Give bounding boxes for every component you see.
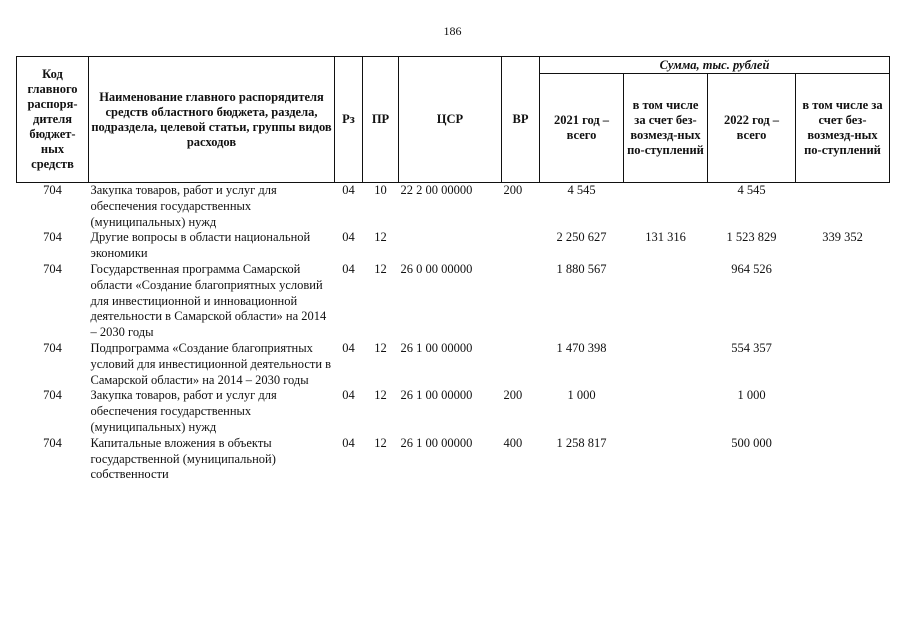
header-code: Код главного распоря-дителя бюджет-ных средств [17,57,89,183]
cell-name: Закупка товаров, работ и услуг для обеспечения государственных (муниципальных) нужд [90,388,277,434]
header-2021-gratis: в том числе за счет без-возмезд-ных по-ступлений [624,74,708,183]
cell-vr [502,262,540,341]
cell-rz: 04 [342,435,355,450]
header-name: Наименование главного распорядителя средств областного бюджета, раздела, подраздела, целевой статьи, группы видов расходов [89,57,335,183]
table-row [17,230,890,262]
cell-2022-gratis [796,436,890,483]
header-rz: Рз [335,57,363,183]
cell-rz: 04 [342,388,355,403]
cell-csr: 26 1 00 00000 [400,388,473,403]
cell-vr [502,341,540,388]
cell-2022-total: 1 000 [737,388,766,403]
cell-pr: 12 [374,435,387,450]
cell-2021-gratis [624,262,708,341]
cell-pr: 12 [374,230,387,245]
cell-2021-total: 1 470 398 [556,340,607,355]
cell-2022-total: 964 526 [731,261,772,276]
cell-2022-total: 4 545 [737,183,766,197]
table-row [17,436,890,483]
cell-rz: 04 [342,230,355,245]
cell-rz: 04 [342,340,355,355]
table-row [17,341,890,388]
cell-csr: 26 1 00 00000 [400,340,473,355]
header-2022-total: 2022 год – всего [708,74,796,183]
cell-code: 704 [43,435,62,450]
table-row [17,388,890,435]
header-sum-title: Сумма, тыс. рублей [540,57,890,74]
cell-name: Закупка товаров, работ и услуг для обеспечения государственных (муниципальных) нужд [90,183,277,229]
table-row [17,183,890,231]
cell-2022-total: 554 357 [731,340,772,355]
budget-table [16,56,890,483]
table-row [17,262,890,341]
cell-rz: 04 [342,183,355,197]
cell-csr: 26 1 00 00000 [400,435,473,450]
cell-vr: 200 [503,388,523,403]
cell-vr [502,230,540,262]
cell-pr: 10 [374,183,387,197]
cell-2022-gratis [796,388,890,435]
cell-csr: 22 2 00 00000 [400,183,473,197]
cell-2022-gratis: 339 352 [822,230,863,245]
cell-name: Подпрограмма «Создание благоприятных условий для инвестиционной деятельности в Самарской области» на 2014 – 2030 годы [90,340,332,387]
header-2022-gratis: в том числе за счет без-возмезд-ных по-ступлений [796,74,890,183]
cell-2022-gratis [796,341,890,388]
cell-2021-total: 4 545 [567,183,596,197]
cell-2022-gratis [796,262,890,341]
cell-2021-gratis [624,388,708,435]
page-number: 186 [443,24,462,38]
cell-name: Капитальные вложения в объекты государственной (муниципальной) собственности [90,435,276,482]
cell-rz: 04 [342,261,355,276]
cell-pr: 12 [374,261,387,276]
cell-code: 704 [43,388,62,403]
cell-pr: 12 [374,340,387,355]
cell-2022-gratis [796,183,890,231]
cell-2021-total: 1 258 817 [556,435,607,450]
cell-code: 704 [43,261,62,276]
cell-csr: 26 0 00 00000 [400,261,473,276]
header-pr: ПР [363,57,399,183]
header-vr: ВР [502,57,540,183]
cell-vr: 400 [503,435,523,450]
cell-name: Другие вопросы в области национальной экономики [90,230,311,261]
cell-vr: 200 [503,183,523,197]
cell-2021-total: 2 250 627 [556,230,607,245]
cell-pr: 12 [374,388,387,403]
cell-2021-total: 1 000 [567,388,596,403]
cell-2022-total: 500 000 [731,435,772,450]
cell-name: Государственная программа Самарской области «Создание благоприятных условий для инвестиционной и инновационной деятельности в Самарской области» на 2014 – 2030 годы [90,261,327,340]
cell-code: 704 [43,230,62,245]
cell-csr [399,230,502,262]
cell-2021-gratis [624,436,708,483]
header-2021-total: 2021 год – всего [540,74,624,183]
cell-2021-total: 1 880 567 [556,261,607,276]
cell-2021-gratis: 131 316 [645,230,686,245]
cell-code: 704 [43,183,62,197]
cell-2022-total: 1 523 829 [726,230,777,245]
header-csr: ЦСР [399,57,502,183]
cell-2021-gratis [624,183,708,231]
cell-2021-gratis [624,341,708,388]
cell-code: 704 [43,340,62,355]
